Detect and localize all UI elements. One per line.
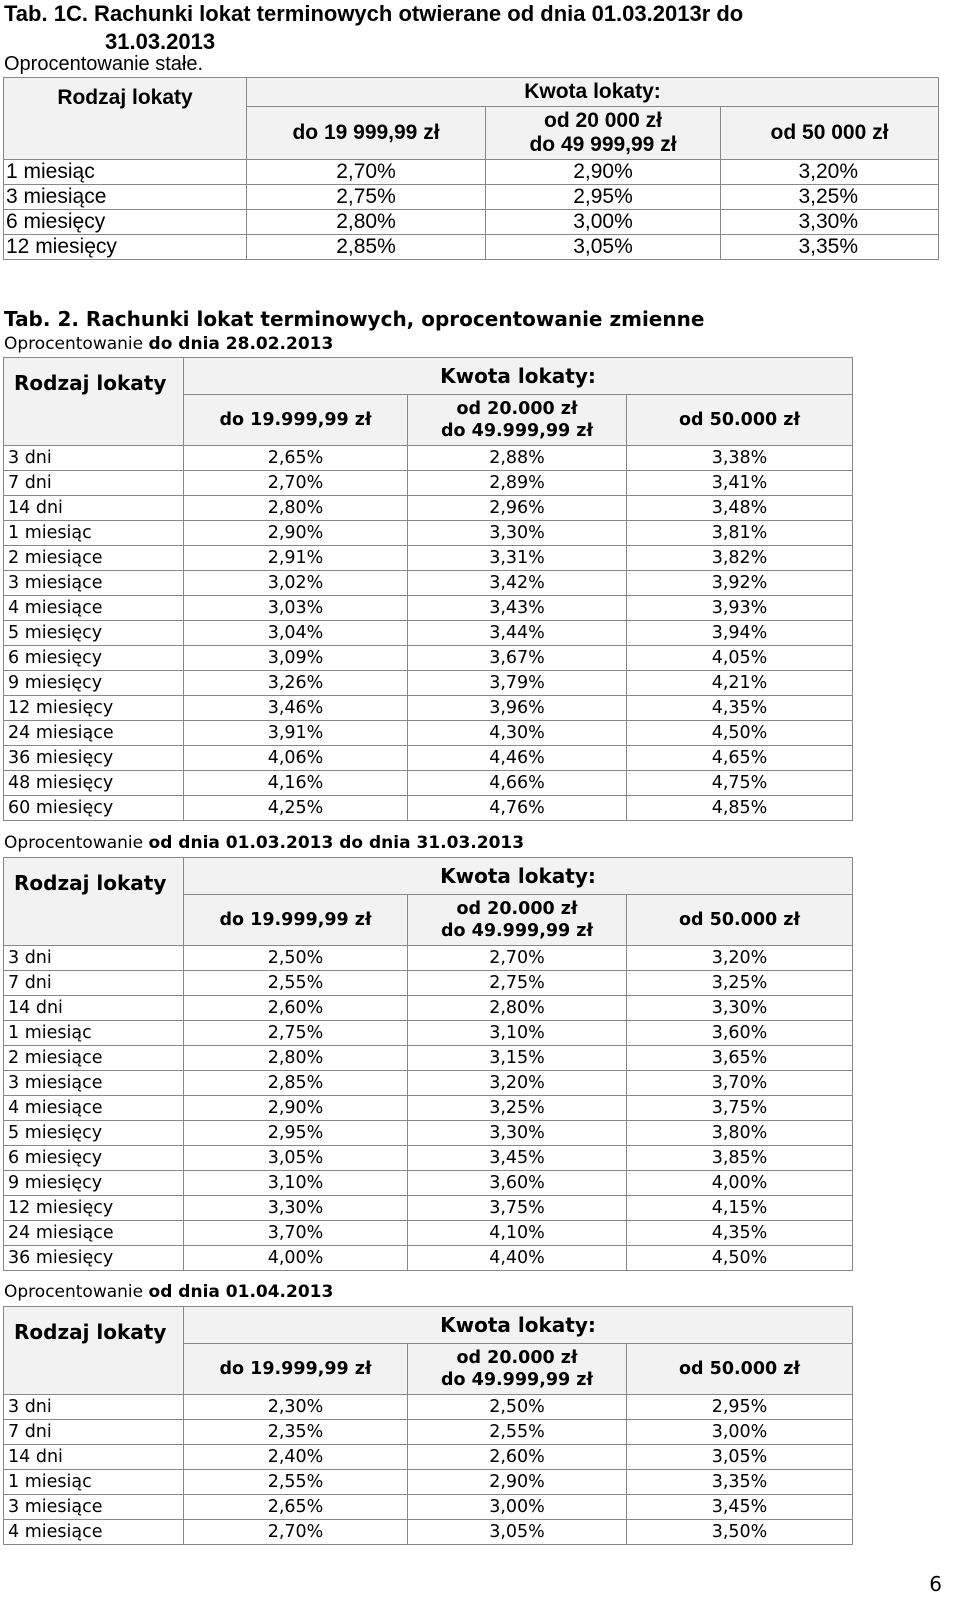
table-row: [4, 746, 853, 771]
rate-cell: 2,65%: [184, 1495, 408, 1520]
table-row: [4, 521, 853, 546]
section-subtitle-date: od dnia 01.03.2013 do dnia 31.03.2013: [148, 833, 525, 853]
rate-cell: 3,67%: [408, 646, 627, 671]
rate-table: [3, 1306, 853, 1545]
row-label: 24 miesiące: [4, 1221, 184, 1246]
rate-cell: 3,60%: [408, 1171, 627, 1196]
section-subtitle: [4, 333, 333, 355]
rate-cell: 3,03%: [184, 596, 408, 621]
section-subtitle-date: do dnia 28.02.2013: [148, 334, 334, 354]
table-row: [4, 946, 853, 971]
table1-header-rodzaj: Rodzaj lokaty: [4, 78, 247, 160]
rate-cell: 3,30%: [408, 521, 627, 546]
header-col1: do 19.999,99 zł: [184, 1344, 408, 1395]
rate-cell: 3,26%: [184, 671, 408, 696]
rate-cell: 3,05%: [627, 1445, 853, 1470]
rate-cell: 3,80%: [627, 1121, 853, 1146]
rate-cell: 3,35%: [627, 1470, 853, 1495]
rate-cell: 3,44%: [408, 621, 627, 646]
table-row: [4, 160, 939, 185]
table-row: [4, 1171, 853, 1196]
rate-cell: 3,96%: [408, 696, 627, 721]
row-label: 12 miesięcy: [4, 235, 247, 260]
rate-cell: 3,00%: [408, 1495, 627, 1520]
rate-cell: 3,82%: [627, 546, 853, 571]
rate-cell: 2,55%: [184, 971, 408, 996]
table-row: [4, 1470, 853, 1495]
rate-cell: 2,70%: [184, 1520, 408, 1545]
rate-cell: 3,81%: [627, 521, 853, 546]
rate-cell: 3,48%: [627, 496, 853, 521]
rate-cell: 2,60%: [408, 1445, 627, 1470]
row-label: 14 dni: [4, 996, 184, 1021]
rate-cell: 2,80%: [184, 1046, 408, 1071]
table-row: [4, 1046, 853, 1071]
rate-cell: 2,80%: [247, 210, 486, 235]
rate-cell: 2,90%: [486, 160, 721, 185]
table-row: [4, 996, 853, 1021]
rate-cell: 4,15%: [627, 1196, 853, 1221]
row-label: 3 miesiące: [4, 1071, 184, 1096]
rate-cell: 3,30%: [408, 1121, 627, 1146]
rate-cell: 3,60%: [627, 1021, 853, 1046]
row-label: 12 miesięcy: [4, 1196, 184, 1221]
rate-cell: 3,09%: [184, 646, 408, 671]
row-label: 4 miesiące: [4, 596, 184, 621]
rate-cell: 3,05%: [486, 235, 721, 260]
table1-body: [4, 160, 939, 260]
rate-cell: 4,05%: [627, 646, 853, 671]
rate-cell: 3,46%: [184, 696, 408, 721]
rate-cell: 3,20%: [408, 1071, 627, 1096]
row-label: 6 miesięcy: [4, 210, 247, 235]
rate-cell: 4,21%: [627, 671, 853, 696]
table-row: [4, 646, 853, 671]
rate-cell: 4,35%: [627, 1221, 853, 1246]
rate-cell: 4,06%: [184, 746, 408, 771]
table-row: [4, 446, 853, 471]
table-row: [4, 696, 853, 721]
header-col2-line1: od 20.000 zł: [456, 899, 578, 919]
rate-cell: 3,05%: [408, 1520, 627, 1545]
rate-cell: 3,94%: [627, 621, 853, 646]
rate-cell: 2,30%: [184, 1395, 408, 1420]
row-label: 12 miesięcy: [4, 696, 184, 721]
table-row: [4, 1146, 853, 1171]
rate-cell: 2,75%: [247, 185, 486, 210]
rate-cell: 3,20%: [627, 946, 853, 971]
table-row: [4, 1420, 853, 1445]
row-label: 14 dni: [4, 1445, 184, 1470]
table-row: [4, 971, 853, 996]
row-label: 3 miesiące: [4, 185, 247, 210]
header-col2-line1: od 20.000 zł: [456, 399, 578, 419]
rate-cell: 2,91%: [184, 546, 408, 571]
rate-cell: 3,02%: [184, 571, 408, 596]
rate-cell: 3,75%: [408, 1196, 627, 1221]
row-label: 1 miesiąc: [4, 160, 247, 185]
table-row: [4, 796, 853, 821]
row-label: 60 miesięcy: [4, 796, 184, 821]
row-label: 6 miesięcy: [4, 1146, 184, 1171]
rate-cell: 2,75%: [408, 971, 627, 996]
rate-cell: 2,90%: [184, 1096, 408, 1121]
table1-header-kwota: Kwota lokaty:: [247, 78, 939, 107]
section-subtitle-prefix: Oprocentowanie: [4, 1282, 149, 1302]
row-label: 7 dni: [4, 971, 184, 996]
table-row: [4, 496, 853, 521]
header-row: [4, 358, 853, 395]
header-kwota: Kwota lokaty:: [184, 1307, 853, 1344]
row-label: 7 dni: [4, 471, 184, 496]
rate-cell: 3,70%: [184, 1221, 408, 1246]
header-col2-line1: od 20.000 zł: [456, 1348, 578, 1368]
section-subtitle-prefix: Oprocentowanie: [4, 833, 149, 853]
table-row: [4, 1121, 853, 1146]
table-row: [4, 210, 939, 235]
rate-cell: 3,45%: [627, 1495, 853, 1520]
header-col2-line2: do 49.999,99 zł: [441, 921, 593, 941]
rate-cell: 3,25%: [408, 1096, 627, 1121]
table1: [3, 77, 939, 260]
rate-cell: 4,40%: [408, 1246, 627, 1271]
table-row: [4, 771, 853, 796]
rate-cell: 2,70%: [408, 946, 627, 971]
rate-cell: 4,46%: [408, 746, 627, 771]
table-row: [4, 1196, 853, 1221]
table-row: [4, 1395, 853, 1420]
table-row: [4, 1096, 853, 1121]
table-row: [4, 571, 853, 596]
row-label: 14 dni: [4, 496, 184, 521]
rate-cell: 4,50%: [627, 1246, 853, 1271]
rate-cell: 2,90%: [184, 521, 408, 546]
rate-cell: 2,60%: [184, 996, 408, 1021]
rate-cell: 2,95%: [627, 1395, 853, 1420]
table1-header-col2-line2: do 49 999,99 zł: [529, 133, 677, 156]
table-row: [4, 1495, 853, 1520]
rate-cell: 3,00%: [486, 210, 721, 235]
table-row: [4, 235, 939, 260]
rate-cell: 3,85%: [627, 1146, 853, 1171]
header-kwota: Kwota lokaty:: [184, 358, 853, 395]
row-label: 1 miesiąc: [4, 1470, 184, 1495]
section-subtitle: [4, 832, 524, 854]
table1-title-line1: Tab. 1C. Rachunki lokat terminowych otwierane od dnia 01.03.2013r do: [4, 1, 744, 26]
row-label: 36 miesięcy: [4, 746, 184, 771]
rate-cell: 3,43%: [408, 596, 627, 621]
table1-title: [4, 0, 954, 56]
row-label: 2 miesiące: [4, 546, 184, 571]
rate-cell: 3,30%: [627, 996, 853, 1021]
rate-cell: 3,50%: [627, 1520, 853, 1545]
table1-title-line2: 31.03.2013: [105, 29, 216, 54]
rate-cell: 2,40%: [184, 1445, 408, 1470]
row-label: 3 miesiące: [4, 571, 184, 596]
rate-cell: 3,91%: [184, 721, 408, 746]
rate-cell: 2,85%: [247, 235, 486, 260]
row-label: 1 miesiąc: [4, 521, 184, 546]
rate-cell: 2,70%: [184, 471, 408, 496]
rate-cell: 2,88%: [408, 446, 627, 471]
header-row: [4, 1307, 853, 1344]
table-row: [4, 621, 853, 646]
rate-cell: 4,30%: [408, 721, 627, 746]
row-label: 5 miesięcy: [4, 1121, 184, 1146]
table-row: [4, 596, 853, 621]
header-col1: do 19.999,99 zł: [184, 395, 408, 446]
rate-cell: 4,35%: [627, 696, 853, 721]
rate-cell: 3,25%: [721, 185, 939, 210]
header-col1: do 19.999,99 zł: [184, 895, 408, 946]
header-col2: [408, 895, 627, 946]
rate-cell: 3,00%: [627, 1420, 853, 1445]
rate-cell: 4,76%: [408, 796, 627, 821]
rate-cell: 3,35%: [721, 235, 939, 260]
row-label: 7 dni: [4, 1420, 184, 1445]
rate-cell: 2,50%: [408, 1395, 627, 1420]
rate-cell: 3,20%: [721, 160, 939, 185]
row-label: 1 miesiąc: [4, 1021, 184, 1046]
header-col3: od 50.000 zł: [627, 1344, 853, 1395]
header-rodzaj: Rodzaj lokaty: [4, 1307, 184, 1395]
rate-cell: 3,05%: [184, 1146, 408, 1171]
row-label: 3 miesiące: [4, 1495, 184, 1520]
table-row: [4, 671, 853, 696]
header-col3: od 50.000 zł: [627, 895, 853, 946]
table-row: [4, 1021, 853, 1046]
rate-cell: 2,75%: [184, 1021, 408, 1046]
table1-header-col1: do 19 999,99 zł: [247, 107, 486, 160]
row-label: 4 miesiące: [4, 1520, 184, 1545]
header-rodzaj: Rodzaj lokaty: [4, 358, 184, 446]
rate-cell: 4,66%: [408, 771, 627, 796]
table2-title: Tab. 2. Rachunki lokat terminowych, oprocentowanie zmienne: [4, 307, 705, 331]
table-row: [4, 721, 853, 746]
rate-cell: 2,80%: [408, 996, 627, 1021]
row-label: 9 miesięcy: [4, 1171, 184, 1196]
row-label: 5 miesięcy: [4, 621, 184, 646]
section-subtitle-date: od dnia 01.04.2013: [148, 1282, 334, 1302]
page-number: 6: [929, 1572, 942, 1596]
rate-cell: 3,65%: [627, 1046, 853, 1071]
rate-cell: 3,45%: [408, 1146, 627, 1171]
rate-cell: 4,85%: [627, 796, 853, 821]
row-label: 3 dni: [4, 1395, 184, 1420]
header-col2-line2: do 49.999,99 zł: [441, 421, 593, 441]
table1-subtitle: Oprocentowanie stałe.: [4, 53, 204, 75]
row-label: 2 miesiące: [4, 1046, 184, 1071]
table1-header-col2: [486, 107, 721, 160]
rate-cell: 3,92%: [627, 571, 853, 596]
header-col2-line2: do 49.999,99 zł: [441, 1370, 593, 1390]
rate-cell: 2,85%: [184, 1071, 408, 1096]
rate-cell: 3,30%: [184, 1196, 408, 1221]
rate-cell: 2,95%: [486, 185, 721, 210]
row-label: 4 miesiące: [4, 1096, 184, 1121]
row-label: 9 miesięcy: [4, 671, 184, 696]
table-row: [4, 1520, 853, 1545]
table-row: [4, 471, 853, 496]
rate-table: [3, 357, 853, 821]
table-row: [4, 185, 939, 210]
rate-cell: 3,31%: [408, 546, 627, 571]
rate-cell: 3,10%: [184, 1171, 408, 1196]
section-subtitle: [4, 1281, 333, 1303]
table1-header-col2-line1: od 20 000 zł: [544, 109, 662, 132]
table-row: [4, 1246, 853, 1271]
row-label: 24 miesiące: [4, 721, 184, 746]
rate-cell: 3,79%: [408, 671, 627, 696]
rate-cell: 3,38%: [627, 446, 853, 471]
rate-cell: 3,42%: [408, 571, 627, 596]
table-row: [4, 546, 853, 571]
header-row: [4, 858, 853, 895]
rate-cell: 2,90%: [408, 1470, 627, 1495]
rate-cell: 3,30%: [721, 210, 939, 235]
rate-cell: 4,00%: [627, 1171, 853, 1196]
rate-cell: 2,50%: [184, 946, 408, 971]
row-label: 3 dni: [4, 446, 184, 471]
table-row: [4, 1071, 853, 1096]
header-col2: [408, 1344, 627, 1395]
header-col2: [408, 395, 627, 446]
rate-cell: 3,41%: [627, 471, 853, 496]
section-subtitle-prefix: Oprocentowanie: [4, 334, 149, 354]
rate-cell: 3,75%: [627, 1096, 853, 1121]
rate-cell: 2,95%: [184, 1121, 408, 1146]
rate-cell: 4,25%: [184, 796, 408, 821]
rate-cell: 3,15%: [408, 1046, 627, 1071]
rate-cell: 2,96%: [408, 496, 627, 521]
row-label: 36 miesięcy: [4, 1246, 184, 1271]
rate-cell: 2,55%: [184, 1470, 408, 1495]
rate-cell: 4,65%: [627, 746, 853, 771]
rate-cell: 2,35%: [184, 1420, 408, 1445]
rate-table: [3, 857, 853, 1271]
rate-cell: 4,75%: [627, 771, 853, 796]
rate-cell: 4,50%: [627, 721, 853, 746]
table-row: [4, 1221, 853, 1246]
rate-cell: 3,93%: [627, 596, 853, 621]
rate-cell: 4,00%: [184, 1246, 408, 1271]
rate-cell: 3,70%: [627, 1071, 853, 1096]
rate-cell: 2,89%: [408, 471, 627, 496]
rate-cell: 2,70%: [247, 160, 486, 185]
row-label: 6 miesięcy: [4, 646, 184, 671]
table-row: [4, 1445, 853, 1470]
header-rodzaj: Rodzaj lokaty: [4, 858, 184, 946]
row-label: 3 dni: [4, 946, 184, 971]
header-kwota: Kwota lokaty:: [184, 858, 853, 895]
rate-cell: 4,10%: [408, 1221, 627, 1246]
rate-cell: 2,55%: [408, 1420, 627, 1445]
rate-cell: 2,80%: [184, 496, 408, 521]
rate-cell: 2,65%: [184, 446, 408, 471]
rate-cell: 3,10%: [408, 1021, 627, 1046]
row-label: 48 miesięcy: [4, 771, 184, 796]
header-col3: od 50.000 zł: [627, 395, 853, 446]
rate-cell: 3,25%: [627, 971, 853, 996]
rate-cell: 4,16%: [184, 771, 408, 796]
table1-header-col3: od 50 000 zł: [721, 107, 939, 160]
rate-cell: 3,04%: [184, 621, 408, 646]
